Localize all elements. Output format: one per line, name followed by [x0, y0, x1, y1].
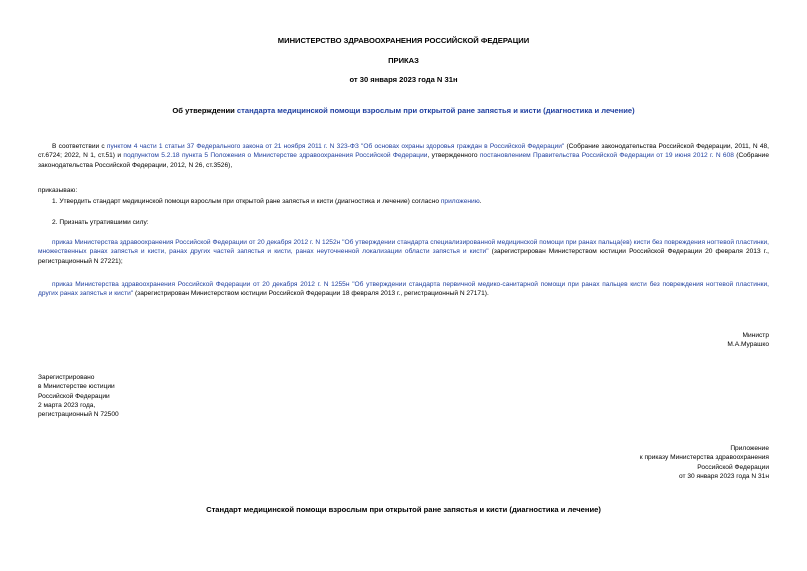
repeal-1-text: (зарегистрирован Министерством юстиции Российской Федерации 20 февраля 2013 г., регистрационный N 27221);: [38, 248, 769, 265]
registration-line-2: в Министерстве юстиции: [38, 383, 115, 391]
government-decree-link[interactable]: постановлением Правительства Российской Федерации от 19 июня 2012 г. N 608: [479, 152, 734, 160]
appendix-block: [640, 444, 769, 481]
preamble-text-1: В соответствии с: [52, 143, 107, 150]
date-number-heading: от 30 января 2023 года N 31н: [349, 75, 458, 84]
appendix-line-1: Приложение: [730, 445, 769, 452]
ministry-heading: МИНИСТЕРСТВО ЗДРАВООХРАНЕНИЯ РОССИЙСКОЙ ФЕДЕРАЦИИ: [277, 36, 530, 45]
registration-line-3: Российской Федерации: [38, 392, 110, 400]
order-word: приказываю:: [38, 187, 78, 194]
preamble-text-4: (Собрание законодательства Российской Федерации, 2012, N 26, ст.3526),: [38, 152, 770, 169]
repeal-2-paragraph: [38, 280, 769, 299]
appendix-link[interactable]: приложению: [440, 198, 480, 205]
order-title-prefix: Об утверждении: [172, 106, 237, 115]
order-1255n-link[interactable]: приказ Министерства здравоохранения Российской Федерации от 20 декабря 2012 г. N 1255н "Об утверждении стандарта первичной медико-санитарной помощи при ранах пальцев кисти без повреждения ногтевой пластинки, других ранах запястья и кисти": [38, 281, 769, 298]
signature-block: [727, 331, 769, 350]
appendix-line-4: от 30 января 2023 года N 31н: [678, 473, 769, 481]
item-2: 2. Признать утратившими силу:: [52, 219, 149, 226]
signature-position: Министр: [742, 332, 769, 339]
item-1-end: .: [479, 198, 482, 205]
item-1-text: 1. Утвердить стандарт медицинской помощи взрослым при открытой ране запястья и кисти (диагностика и лечение) согласно: [52, 198, 441, 205]
order-1252n-link[interactable]: приказ Министерства здравоохранения Российской Федерации от 20 декабря 2012 г. N 1252н "Об утверждении стандарта специализированной медицинской помощи при ранах пальца(ев) кисти без повреждения ногтевой пластинки, множественных ранах запястья и кисти, ранах других частей запястья и кисти, ранах неуточненной локализации области запястья и кисти": [38, 239, 769, 256]
order-title-link[interactable]: стандарта медицинской помощи взрослым при открытой ране запястья и кисти (диагностика и лечение): [236, 106, 635, 115]
preamble-text-3: , утвержденного: [427, 152, 480, 160]
appendix-line-3: Российской Федерации: [697, 463, 769, 471]
preamble-paragraph: [38, 142, 769, 170]
signature-name: М.А.Мурашко: [727, 341, 769, 349]
registration-block: [38, 373, 119, 420]
order-title: [38, 106, 769, 117]
preamble-text-2: (Собрание законодательства Российской Федерации, 2011, N 48, ст.6724; 2022, N 1, ст.51) и: [38, 143, 770, 160]
regulation-link[interactable]: подпунктом 5.2.18 пункта 5 Положения о Министерстве здравоохранения Российской Федерации: [123, 152, 428, 160]
registration-line-4: 2 марта 2023 года,: [38, 402, 96, 410]
appendix-line-2: к приказу Министерства здравоохранения: [639, 454, 769, 462]
repeal-2-text: (зарегистрирован Министерством юстиции Российской Федерации 18 февраля 2013 г., регистрационный N 27171).: [133, 290, 489, 298]
doc-type-heading: ПРИКАЗ: [388, 56, 419, 65]
registration-line-5: регистрационный N 72500: [38, 411, 119, 419]
repeal-1-paragraph: [38, 238, 769, 266]
item-1: [52, 197, 769, 206]
standard-title: Стандарт медицинской помощи взрослым при открытой ране запястья и кисти (диагностика и лечение): [206, 505, 601, 514]
law-323-link[interactable]: пунктом 4 части 1 статьи 37 Федерального закона от 21 ноября 2011 г. N 323-ФЗ "Об основах охраны здоровья граждан в Российской Федерации": [106, 143, 565, 150]
registration-line-1: Зарегистрировано: [38, 374, 95, 381]
